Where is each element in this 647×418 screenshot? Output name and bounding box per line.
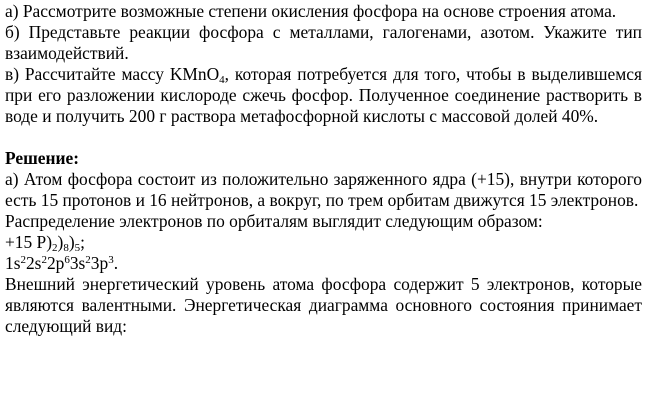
orbital-3s-electrons: 2 [85, 254, 91, 266]
solution-heading: Решение: [5, 148, 80, 168]
shell-separator-1: ) [57, 232, 64, 252]
kmno4-subscript: 4 [219, 74, 225, 86]
orbital-2s-electrons: 2 [41, 254, 47, 266]
shell-separator-2: ) [68, 232, 75, 252]
shell-1-count: 2 [52, 242, 58, 254]
orbital-1s: 1s [5, 253, 21, 273]
configuration-end: . [113, 253, 119, 273]
paragraph-spacer [5, 127, 642, 148]
orbital-2s: 2s [25, 253, 42, 273]
electron-shells-formula [5, 232, 642, 253]
solution-paragraph-distribution: Распределение электронов по орбиталям выглядит следующим образом: [5, 211, 543, 231]
orbital-2p-electrons: 6 [64, 254, 70, 266]
solution-paragraph-atom: а) Атом фосфора состоит из положительно заряженного ядра (+15), внутри которого есть 15 протонов и 16 нейтронов, а вокруг, по трем орбитам движутся 15 электронов. [5, 169, 642, 210]
orbital-3p: 3p [90, 253, 109, 273]
shells-prefix: +15 P) [5, 232, 53, 252]
orbital-3p-electrons: 3 [108, 254, 114, 266]
orbital-3s: 3s [69, 253, 86, 273]
orbital-1s-electrons: 2 [20, 254, 26, 266]
task-part-c [5, 64, 642, 127]
solution-paragraph-valence: Внешний энергетический уровень атома фосфора содержит 5 электронов, которые являются валентными. Энергетическая диаграмма основного состояния принимает следующий вид: [5, 274, 642, 336]
task-part-c-start: в) Рассчитайте массу KMnO [5, 64, 220, 84]
electron-configuration [5, 253, 642, 274]
shells-suffix: ; [80, 232, 85, 252]
task-part-b: б) Представьте реакции фосфора с металлами, галогенами, азотом. Укажите тип взаимодействий. [5, 22, 642, 63]
shell-2-count: 8 [63, 242, 69, 254]
shell-3-count: 5 [74, 242, 81, 254]
orbital-2p: 2p [46, 253, 65, 273]
task-part-c-rest: , которая потребуется для того, чтобы в выделившемся при его разложении кислороде сжечь фосфор. Полученное соединение растворить в воде и получить 200 г раствора метафосфорной кислоты с массовой долей 40%. [5, 64, 642, 126]
task-part-a: а) Рассмотрите возможные степени окисления фосфора на основе строения атома. [5, 1, 617, 21]
